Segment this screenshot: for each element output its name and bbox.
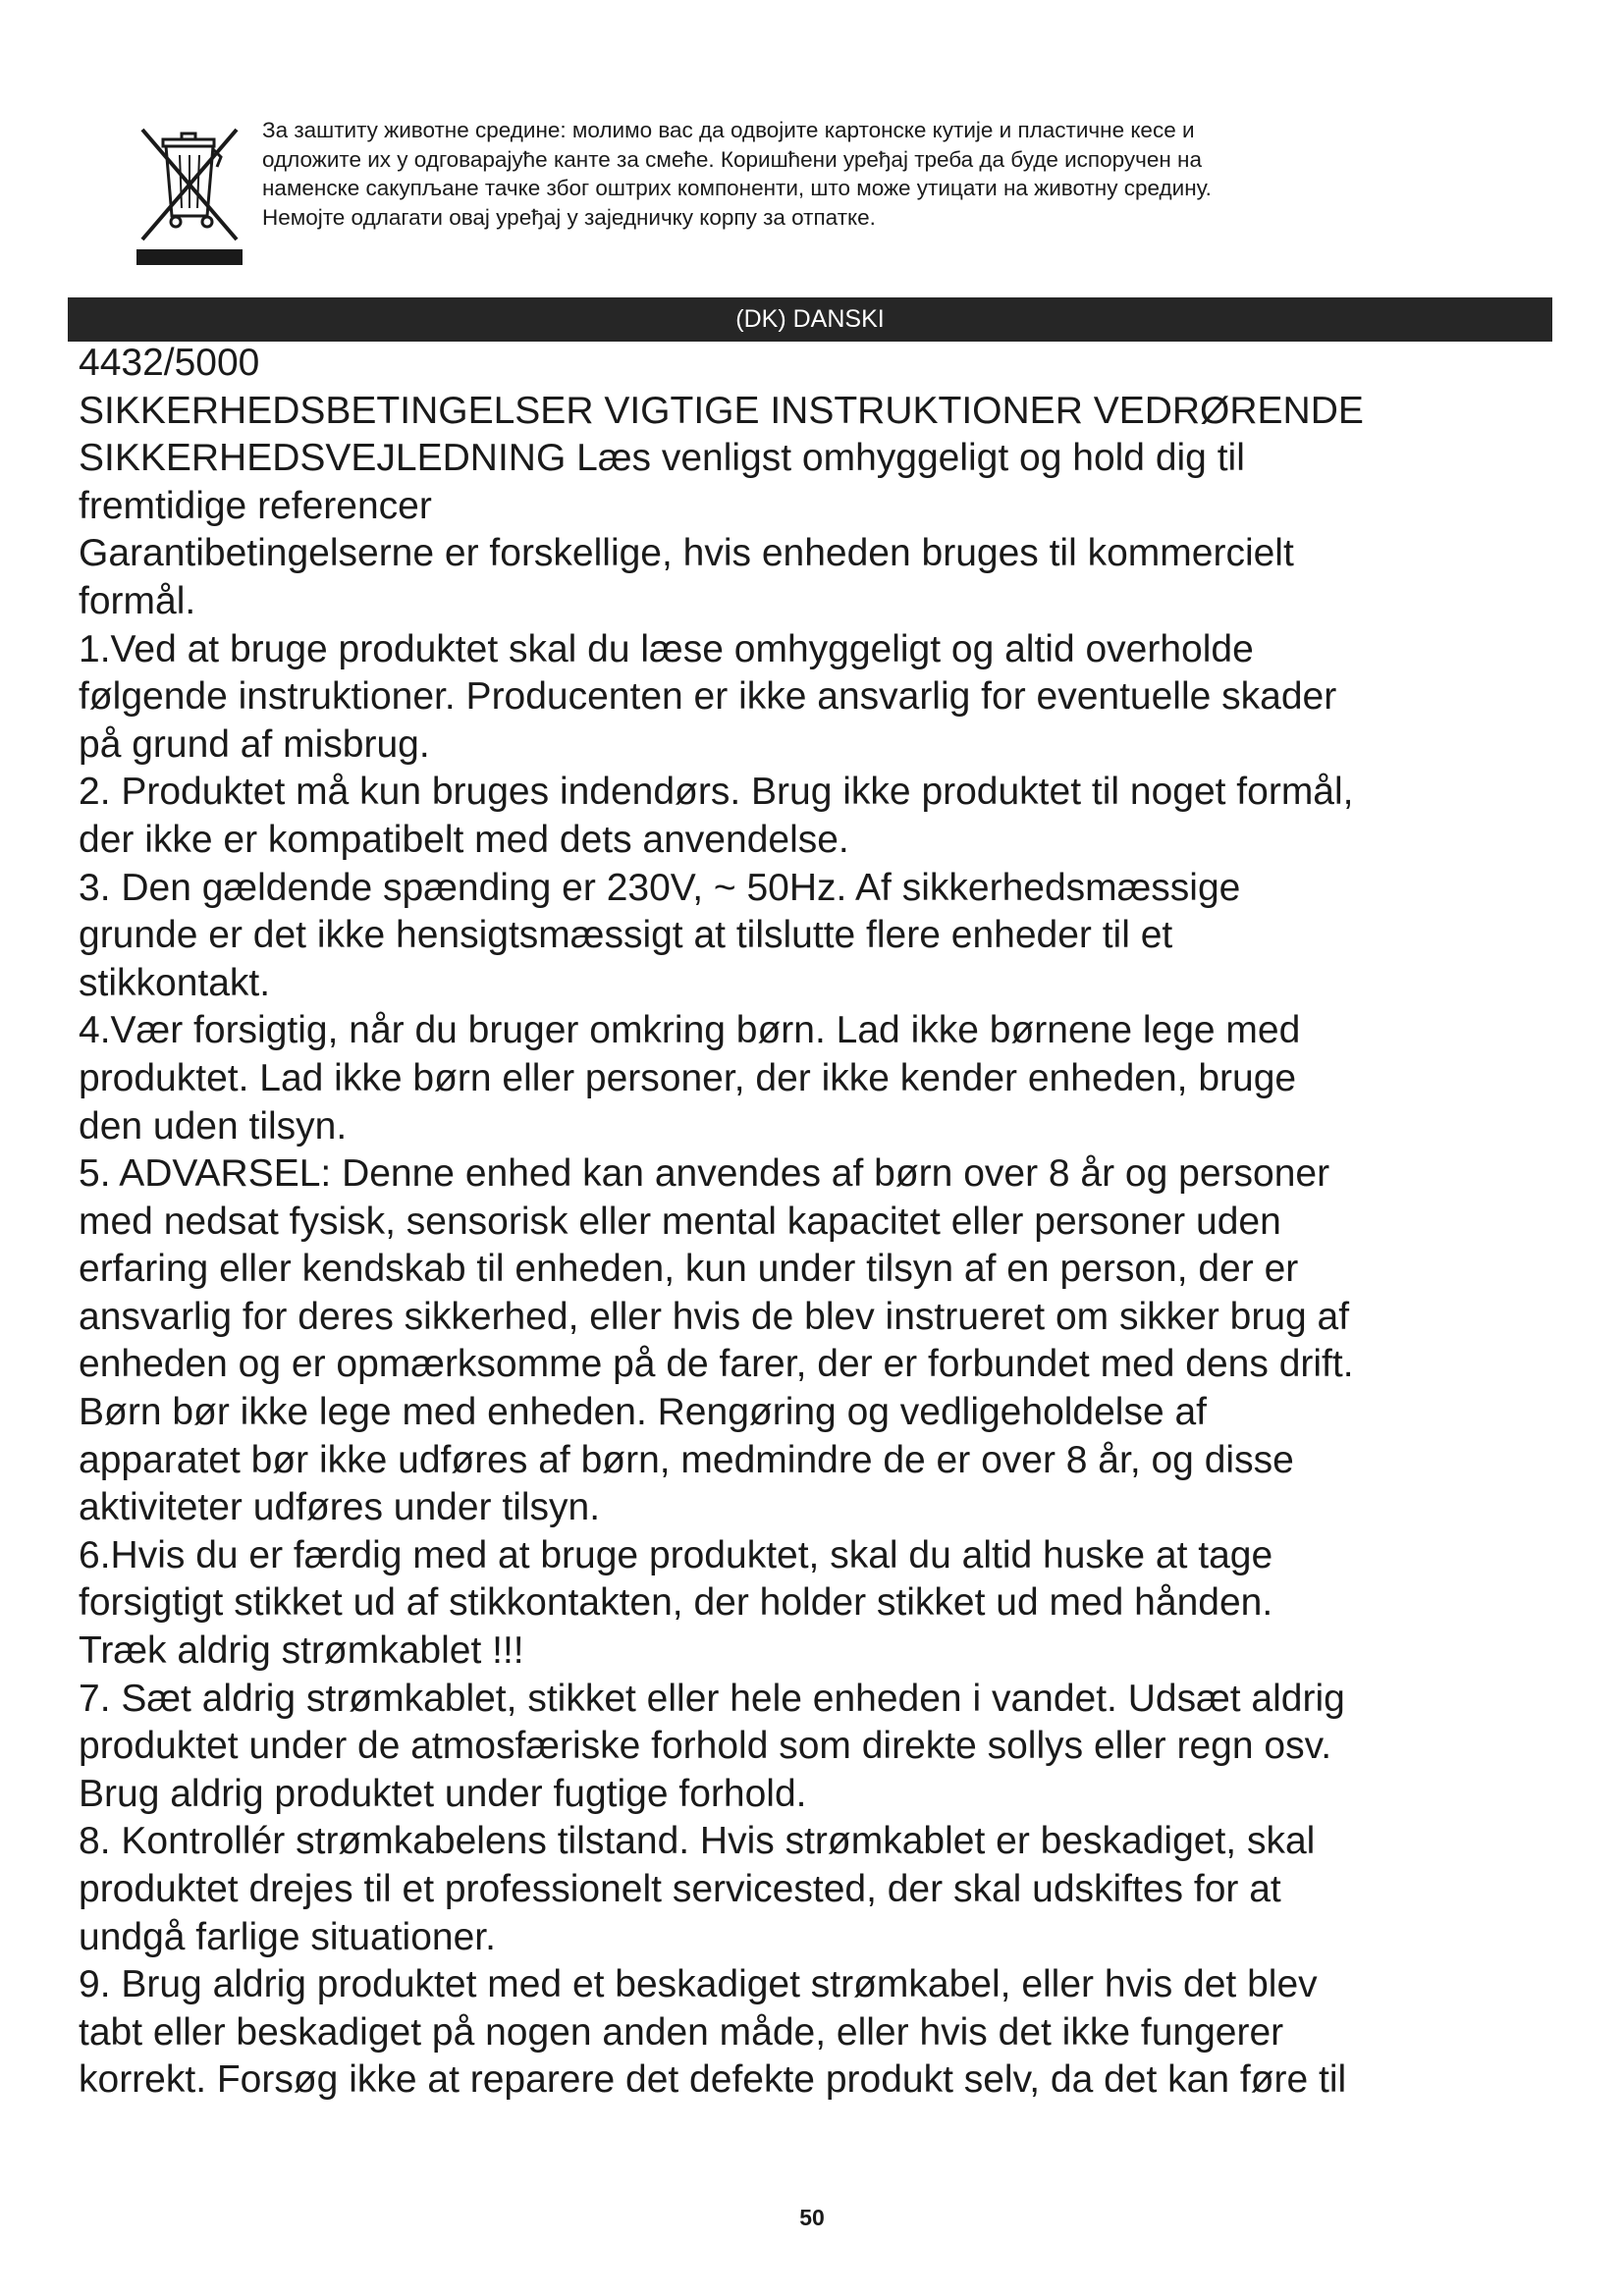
body-line: der ikke er kompatibelt med dets anvendelse. (79, 818, 849, 861)
body-line: den uden tilsyn. (79, 1104, 348, 1148)
body-line: 3. Den gældende spænding er 230V, ~ 50Hz. Af sikkerhedsmæssige (79, 866, 1241, 909)
body-line: 6.Hvis du er færdig med at bruge produktet, skal du altid huske at tage (79, 1533, 1273, 1576)
body-line: 1.Ved at bruge produktet skal du læse omhyggeligt og altid overholde (79, 627, 1254, 670)
body-line: Garantibetingelserne er forskellige, hvis enheden bruges til kommercielt (79, 532, 1294, 575)
recycling-notice-text (262, 116, 1539, 232)
body-line: produktet under de atmosfæriske forhold som direkte sollys eller regn osv. (79, 1725, 1332, 1768)
body-line: SIKKERHEDSVEJLEDNING Læs venligst omhyggeligt og hold dig til (79, 437, 1245, 480)
recycling-notice (136, 110, 1531, 267)
body-line: Børn bør ikke lege med enheden. Rengøring og vedligeholdelse af (79, 1391, 1208, 1434)
body-line: tabt eller beskadiget på nogen anden måde, eller hvis det ikke fungerer (79, 2010, 1284, 2054)
body-line: apparatet bør ikke udføres af børn, medmindre de er over 8 år, og disse (79, 1438, 1294, 1481)
safety-instructions (79, 340, 1571, 2105)
body-line: undgå farlige situationer. (79, 1915, 496, 1958)
body-line: ansvarlig for deres sikkerhed, eller hvis de blev instrueret om sikker brug af (79, 1295, 1350, 1338)
recycling-notice-line: Немојте одлагати овај уређај у заједничку корпу за отпатке. (262, 204, 876, 230)
recycling-notice-line: наменске сакупљане тачке због оштрих компоненти, што може утицати на животну средину. (262, 176, 1212, 200)
body-line: stikkontakt. (79, 961, 271, 1004)
body-line: erfaring eller kendskab til enheden, kun under tilsyn af en person, der er (79, 1248, 1299, 1291)
body-line: Træk aldrig strømkablet !!! (79, 1629, 524, 1673)
language-section-header: (DK) DANSKI (68, 297, 1552, 342)
page-number: 50 (799, 2205, 825, 2230)
body-line: på grund af misbrug. (79, 722, 430, 766)
body-line: forsigtigt stikket ud af stikkontakten, der holder stikket ud med hånden. (79, 1581, 1273, 1625)
body-line: følgende instruktioner. Producenten er ikke ansvarlig for eventuelle skader (79, 675, 1337, 719)
recycling-notice-line: За заштиту животне средине: молимо вас да одвојите картонске кутије и пластичне кесе и (262, 118, 1195, 142)
body-line: fremtidige referencer (79, 484, 432, 527)
body-line: grunde er det ikke hensigtsmæssigt at tilslutte flere enheder til et (79, 914, 1173, 957)
body-line: 4432/5000 (79, 342, 260, 384)
body-line: 8. Kontrollér strømkabelens tilstand. Hvis strømkablet er beskadiget, skal (79, 1820, 1316, 1863)
body-line: SIKKERHEDSBETINGELSER VIGTIGE INSTRUKTIONER VEDRØRENDE (79, 389, 1364, 432)
body-line: Brug aldrig produktet under fugtige forhold. (79, 1772, 807, 1815)
body-line: formål. (79, 579, 196, 622)
body-line: aktiviteter udføres under tilsyn. (79, 1486, 601, 1529)
body-line: 7. Sæt aldrig strømkablet, stikket eller hele enheden i vandet. Udsæt aldrig (79, 1677, 1345, 1720)
body-line: 5. ADVARSEL: Denne enhed kan anvendes af børn over 8 år og personer (79, 1152, 1330, 1196)
body-line: 2. Produktet må kun bruges indendørs. Brug ikke produktet til noget formål, (79, 771, 1354, 814)
body-line: 4.Vær forsigtig, når du bruger omkring børn. Lad ikke børnene lege med (79, 1009, 1301, 1052)
body-line: 9. Brug aldrig produktet med et beskadiget strømkabel, eller hvis det blev (79, 1963, 1318, 2006)
recycling-notice-line: одложите их у одговарајуће канте за смеће. Коришћени уређај треба да буде испоручен на (262, 146, 1202, 172)
crossed-out-wheelie-bin-icon (136, 110, 243, 267)
body-line: enheden og er opmærksomme på de farer, der er forbundet med dens drift. (79, 1343, 1354, 1386)
body-line: produktet. Lad ikke børn eller personer, der ikke kender enheden, bruge (79, 1056, 1297, 1099)
body-line: produktet drejes til et professionelt servicested, der skal udskiftes for at (79, 1868, 1281, 1910)
body-line: med nedsat fysisk, sensorisk eller mental kapacitet eller personer uden (79, 1200, 1281, 1243)
body-line: korrekt. Forsøg ikke at reparere det defekte produkt selv, da det kan føre til (79, 2058, 1347, 2102)
